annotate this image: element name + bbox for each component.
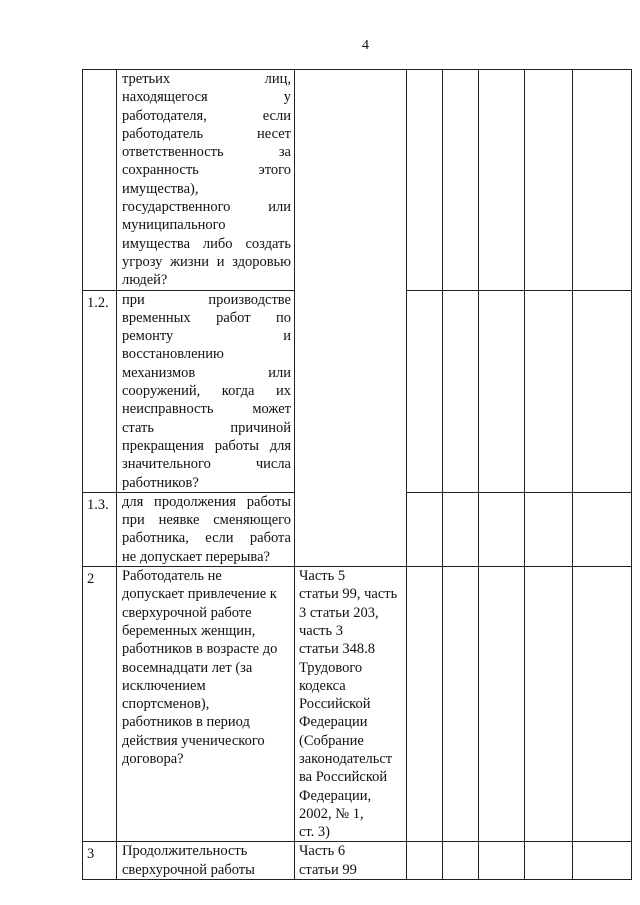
question-line: допускает привлечение к: [122, 586, 277, 603]
answer-cell: [443, 70, 479, 291]
question-line: Работодатель не: [122, 568, 222, 585]
answer-cell: [407, 842, 443, 880]
question-line: действия ученического: [122, 732, 265, 749]
reference-line: 2002, № 1,: [299, 805, 364, 822]
table-row: [83, 567, 632, 842]
note-cell: [573, 290, 632, 492]
reference-line: статьи 99, часть: [299, 586, 398, 603]
reference-line: Федерации,: [299, 787, 372, 804]
reference-cell: [295, 70, 407, 567]
question-line: ремонту и: [122, 328, 291, 345]
note-cell: [573, 70, 632, 291]
reference-line: статьи 348.8: [299, 641, 375, 658]
question-cell: [117, 842, 295, 880]
row-number: 1.2.: [83, 290, 117, 492]
question-line: работодатель несет: [122, 125, 291, 142]
answer-cell: [525, 492, 573, 566]
question-line: при неявке сменяющего: [122, 512, 291, 529]
question-line: восемнадцати лет (за: [122, 659, 253, 676]
question-line: угрозу жизни и здоровью: [122, 253, 291, 270]
question-line: не допускает перерыва?: [122, 548, 270, 565]
question-line: при производстве: [122, 291, 291, 308]
question-line: временных работ по: [122, 309, 291, 326]
answer-cell: [479, 842, 525, 880]
reference-line: ст. 3): [299, 824, 331, 841]
answer-cell: [479, 567, 525, 842]
question-line: третьих лиц,: [122, 71, 291, 87]
question-cell: [117, 567, 295, 842]
row-number: 2: [83, 567, 117, 842]
answer-cell: [407, 567, 443, 842]
answer-cell: [525, 70, 573, 291]
question-line: исключением: [122, 677, 206, 694]
row-number: 3: [83, 842, 117, 880]
table-row: [83, 842, 632, 880]
question-line: людей?: [122, 272, 168, 289]
answer-cell: [443, 567, 479, 842]
question-line: работников в период: [122, 714, 250, 731]
question-line: договора?: [122, 750, 184, 767]
question-line: государственного или: [122, 199, 291, 216]
page-number: 4: [362, 38, 369, 53]
reference-line: законодательст: [299, 750, 393, 767]
reference-cell: [295, 567, 407, 842]
question-line: Продолжительность: [122, 843, 248, 860]
note-cell: [573, 842, 632, 880]
question-line: стать причиной: [122, 419, 291, 436]
question-line: сохранность этого: [122, 162, 291, 179]
answer-cell: [479, 70, 525, 291]
question-line: работника, если работа: [122, 530, 291, 547]
reference-line: 3 статьи 203,: [299, 604, 379, 621]
answer-cell: [525, 567, 573, 842]
answer-cell: [525, 842, 573, 880]
reference-line: Часть 6: [299, 843, 346, 860]
reference-line: Федерации: [299, 714, 368, 731]
row-number: 1.3.: [83, 492, 117, 566]
reference-line: (Собрание: [299, 732, 364, 749]
question-line: работников в возрасте до: [122, 641, 278, 658]
table-row: [83, 70, 632, 291]
question-line: работодателя, если: [122, 107, 291, 124]
answer-cell: [479, 492, 525, 566]
answer-cell: [443, 842, 479, 880]
question-cell: [117, 290, 295, 492]
answer-cell: [407, 290, 443, 492]
answer-cell: [525, 290, 573, 492]
reference-line: статьи 99: [299, 861, 357, 878]
question-line: находящегося у: [122, 89, 291, 106]
question-line: ответственность за: [122, 144, 291, 161]
checklist-table: [82, 69, 632, 880]
question-line: муниципального: [122, 217, 226, 234]
row-number: [83, 70, 117, 291]
reference-line: Часть 5: [299, 568, 346, 585]
question-line: сооружений, когда их: [122, 383, 291, 400]
question-line: значительного числа: [122, 456, 291, 473]
reference-line: кодекса: [299, 677, 346, 694]
question-line: прекращения работы для: [122, 437, 291, 454]
question-line: имущества),: [122, 180, 199, 197]
reference-line: часть 3: [299, 622, 343, 639]
question-line: для продолжения работы: [122, 493, 291, 510]
question-cell: [117, 492, 295, 566]
note-cell: [573, 567, 632, 842]
answer-cell: [407, 70, 443, 291]
note-cell: [573, 492, 632, 566]
question-line: спортсменов),: [122, 696, 210, 713]
question-line: беременных женщин,: [122, 622, 256, 639]
question-line: механизмов или: [122, 364, 291, 381]
answer-cell: [407, 492, 443, 566]
question-line: сверхурочной работе: [122, 604, 252, 621]
question-cell: [117, 70, 295, 291]
reference-line: Трудового: [299, 659, 363, 676]
question-line: восстановлению: [122, 346, 224, 363]
question-line: неисправность может: [122, 401, 291, 418]
answer-cell: [443, 290, 479, 492]
question-line: сверхурочной работы: [122, 861, 255, 878]
answer-cell: [479, 290, 525, 492]
reference-cell: [295, 842, 407, 880]
question-line: имущества либо создать: [122, 235, 291, 252]
question-line: работников?: [122, 474, 199, 491]
reference-line: Российской: [299, 696, 371, 713]
reference-line: ва Российской: [299, 769, 388, 786]
answer-cell: [443, 492, 479, 566]
